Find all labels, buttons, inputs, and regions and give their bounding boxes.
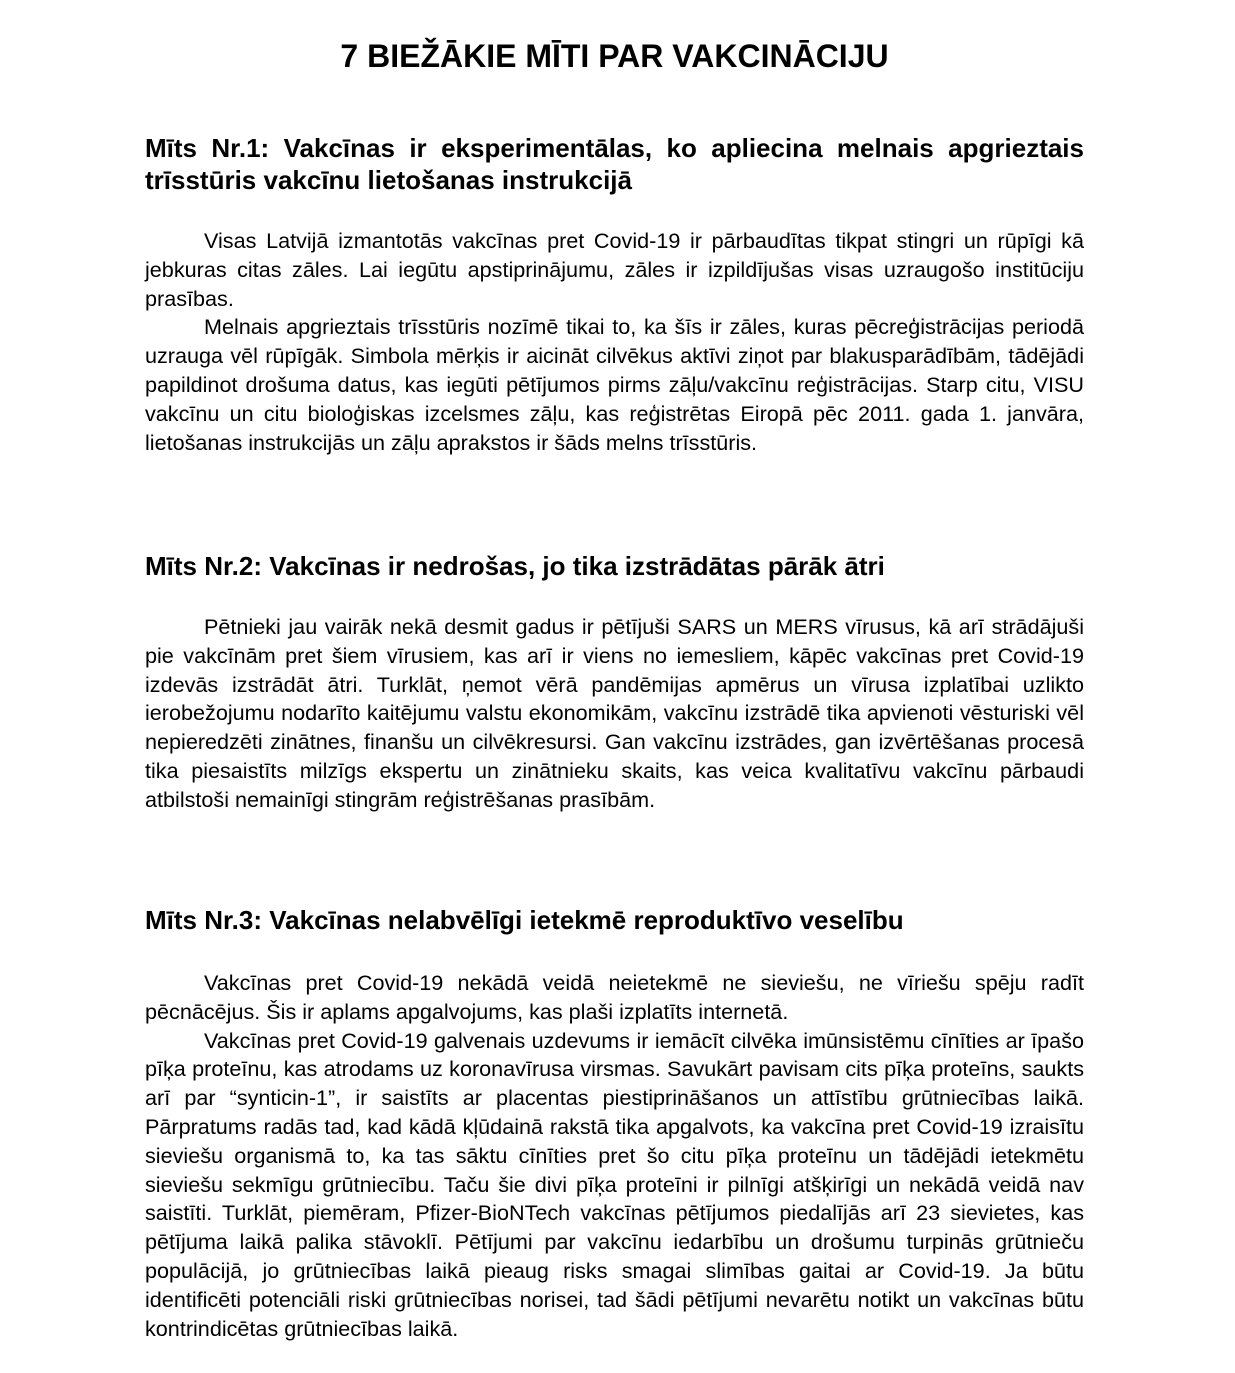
- myth-1-body: [145, 227, 1084, 457]
- myth-3-body: [145, 969, 1084, 1343]
- myth-2-paragraph-1: Pētnieki jau vairāk nekā desmit gadus ir pētījuši SARS un MERS vīrusus, kā arī strādājuši pie vakcīnām pret šiem vīrusiem, kas arī ir viens no iemesliem, kāpēc vakcīnas pret Covid-19 izdevās izstrādāt ātri. Turklāt, ņemot vērā pandēmijas apmērus un vīrusa izplatībai uzlikto ierobežojumu nodarīto kaitējumu valstu ekonomikām, vakcīnu izstrādē tika apvienoti vēsturiski vēl nepieredzēti zinātnes, finanšu un cilvēkresursi. Gan vakcīnu izstrādes, gan izvērtēšanas procesā tika piesaistīts milzīgs ekspertu un zinātnieku skaits, kas veica kvalitatīvu vakcīnu pārbaudi atbilstoši nemainīgi stingrām reģistrēšanas prasībām.: [145, 614, 1084, 812]
- myth-3-paragraph-1: Vakcīnas pret Covid-19 nekādā veidā neietekmē ne sieviešu, ne vīriešu spēju radīt pēcnācējus. Šis ir aplams apgalvojums, kas plaši izplatīts internetā.: [145, 970, 1084, 1024]
- document-title: 7 BIEŽĀKIE MĪTI PAR VAKCINĀCIJU: [340, 38, 889, 74]
- myth-2-body: [145, 613, 1084, 815]
- myth-2-heading: Mīts Nr.2: Vakcīnas ir nedrošas, jo tika izstrādātas pārāk ātri: [145, 551, 885, 581]
- myth-section-1: [145, 132, 1084, 457]
- myth-1-heading: Mīts Nr.1: Vakcīnas ir eksperimentālas, ko apliecina melnais apgrieztais trīsstūris vakcīnu lietošanas instrukcijā: [145, 133, 1084, 195]
- myth-3-paragraph-2: Vakcīnas pret Covid-19 galvenais uzdevums ir iemācīt cilvēka imūnsistēmu cīnīties ar īpašo pīķa proteīnu, kas atrodams uz koronavīrusa virsmas. Savukārt pavisam cits pīķa proteīns, saukts arī par “synticin-1”, ir saistīts ar placentas piestiprināšanos un attīstību grūtniecības laikā. Pārpratums radās tad, kad kādā kļūdainā rakstā tika apgalvots, ka vakcīna pret Covid-19 izraisītu sieviešu organismā to, ka tas sāktu cīnīties pret šo citu pīķa proteīnu un tādējādi ietekmētu sieviešu sekmīgu grūtniecību. Taču šie divi pīķa proteīni ir pilnīgi atšķirīgi un nekādā veidā nav saistīti. Turklāt, piemēram, Pfizer-BioNTech vakcīnas pētījumos piedalījās arī 23 sievietes, kas pētījuma laikā palika stāvoklī. Pētījumi par vakcīnu iedarbību un drošumu turpinās grūtnieču populācijā, jo grūtniecības laikā pieaug risks smagai slimības gaitai ar Covid-19. Ja būtu identificēti potenciāli riski grūtniecības norisei, tad šādi pētījumi nevarētu notikt un vakcīnas būtu kontrindicētas grūtniecības laikā.: [145, 1027, 1084, 1341]
- myth-1-paragraph-2: Melnais apgrieztais trīsstūris nozīmē tikai to, ka šīs ir zāles, kuras pēcreģistrācijas periodā uzrauga vēl rūpīgāk. Simbola mērķis ir aicināt cilvēkus aktīvi ziņot par blakusparādībām, tādējādi papildinot drošuma datus, kas iegūti pētījumos pirms zāļu/vakcīnu reģistrācijas. Starp citu, VISU vakcīnu un citu bioloģiskas izcelsmes zāļu, kas reģistrētas Eiropā pēc 2011. gada 1. janvāra, lietošanas instrukcijās un zāļu aprakstos ir šāds melns trīsstūris.: [145, 314, 1084, 455]
- myth-section-3: [145, 904, 1084, 1343]
- myth-1-paragraph-1: Visas Latvijā izmantotās vakcīnas pret Covid-19 ir pārbaudītas tikpat stingri un rūpīgi kā jebkuras citas zāles. Lai iegūtu apstiprinājumu, zāles ir izpildījušas visas uzraugošo institūciju prasības.: [145, 228, 1084, 311]
- myth-3-heading: Mīts Nr.3: Vakcīnas nelabvēlīgi ietekmē reproduktīvo veselību: [145, 905, 904, 935]
- myth-section-2: [145, 550, 1084, 815]
